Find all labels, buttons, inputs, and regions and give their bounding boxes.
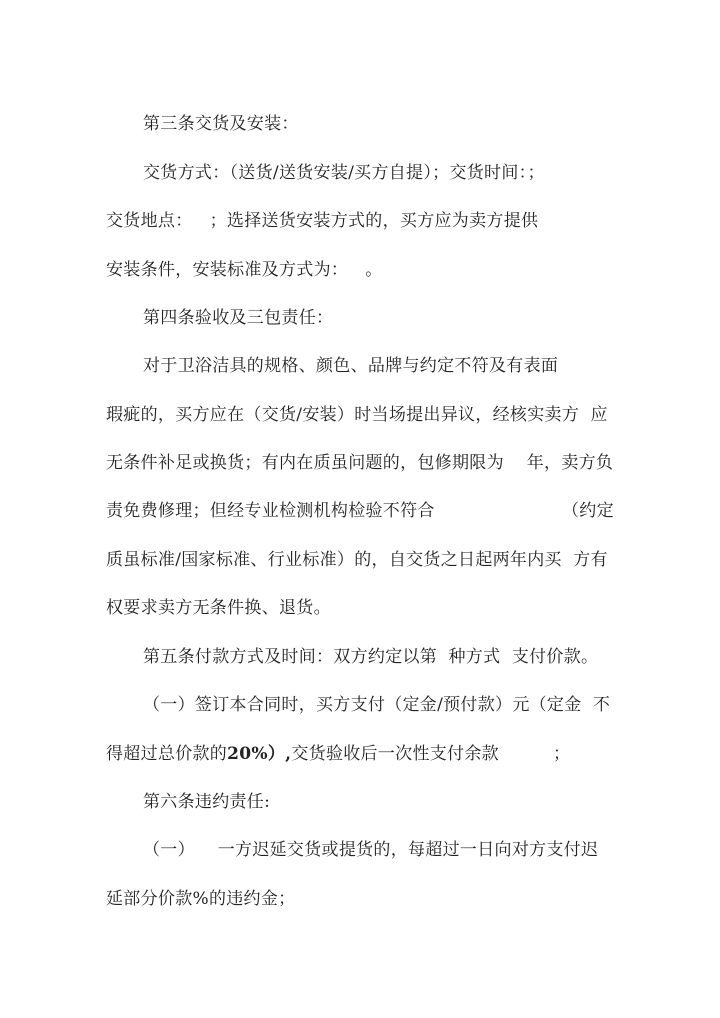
delivery-location-line: 交货地点： ；选择送货安装方式的，买方应为卖方提供 bbox=[106, 211, 539, 231]
inspection-paragraph-line-5: 质虽标准/国家标准、行业标准）的，自交货之日起两年内买 方有 bbox=[106, 550, 608, 570]
payment-clause-percent: 20%）, bbox=[227, 744, 292, 764]
article-6-heading: 第六条违约责任: bbox=[143, 792, 271, 812]
payment-clause-line-2-end: ； bbox=[553, 744, 571, 764]
article-5-heading: 第五条付款方式及时间：双方约定以第 种方式 支付价款。 bbox=[143, 647, 599, 667]
inspection-paragraph-line-6: 权要求卖方无条件换、退货。 bbox=[106, 598, 331, 618]
inspection-paragraph-line-2: 瑕疵的，买方应在（交货/安装）时当场提出异议，经核实卖方 应 bbox=[106, 405, 608, 425]
liability-clause-line-1: （一） 一方迟延交货或提货的，每超过一日向对方支付迟 bbox=[143, 840, 599, 860]
payment-clause-text-b: 交货验收后一次性支付余款 bbox=[291, 744, 499, 764]
payment-clause-text-a: 得超过总价款的 bbox=[106, 744, 228, 764]
article-4-heading: 第四条验收及三包责任： bbox=[143, 308, 334, 328]
article-3-heading: 第三条交货及安装： bbox=[143, 114, 299, 134]
payment-clause-line-1: （一）签订本合同时，买方支付（定金/预付款）元（定金 不 bbox=[143, 695, 611, 715]
inspection-paragraph-line-4-end: （约定 bbox=[562, 501, 614, 521]
inspection-paragraph-line-3: 无条件补足或换货；有内在质虽问题的，包修期限为 年，卖方负 bbox=[106, 453, 614, 473]
payment-clause-line-2 bbox=[106, 743, 499, 765]
liability-clause-line-2: 延部分价款%的违约金； bbox=[106, 889, 296, 909]
installation-conditions-line: 安装条件，安装标准及方式为： 。 bbox=[106, 260, 383, 280]
inspection-paragraph-line-4: 责免费修理；但经专业检测机构检验不符合 bbox=[106, 501, 435, 521]
inspection-paragraph-line-1: 对于卫浴洁具的规格、颜色、品牌与约定不符及有表面 bbox=[143, 356, 559, 376]
delivery-method-line: 交货方式：（送货/送货安装/买方自提）；交货时间：； bbox=[143, 163, 545, 183]
